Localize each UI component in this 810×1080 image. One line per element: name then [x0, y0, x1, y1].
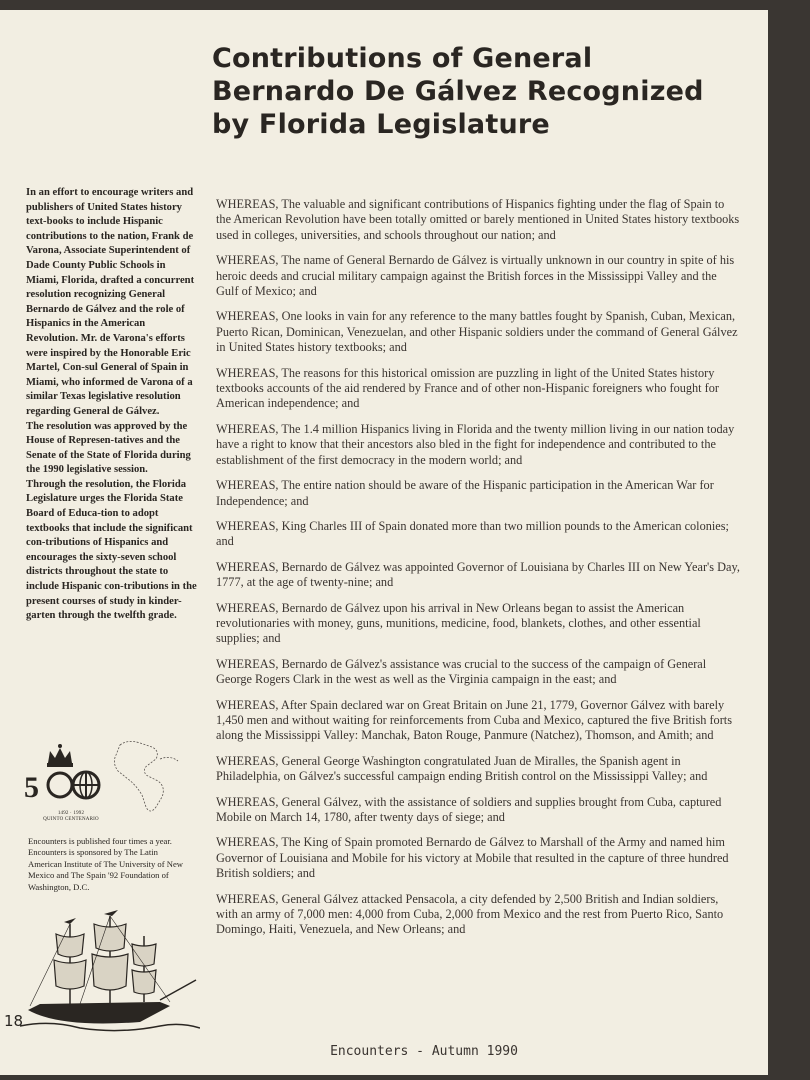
magazine-page — [0, 10, 768, 1075]
sidebar-paragraph: Through the resolution, the Florida Legislature urges the Florida State Board of Educa-tion to adopt textbooks that include the significant con-tributions of Hispanics and encourages the sixty-seven school districts throughout the state to include Hispanic con-tributions in the present courses of study in kinder-garten through the twelfth grade. — [26, 478, 197, 622]
whereas-clause: WHEREAS, King Charles III of Spain donated more than two million pounds to the American colonies; and — [216, 518, 729, 549]
sailing-ship-icon — [20, 910, 200, 1038]
sidebar-summary — [26, 186, 198, 624]
quinto-centenario-logo — [20, 735, 200, 827]
sidebar-paragraph: In an effort to encourage writers and publishers of United States history text-books to include Hispanic contributions to the nation, Frank de Varona, Associate Superintendent of Dade County Public Schools in Miami, Florida, drafted a concurrent resolution recognizing General Bernardo de Gálvez and the role of Hispanics in the American Revolution. Mr. de Varona's efforts were inspired by the Honorable Eric Martel, Con-sul General of Spain in Miami, who informed de Varona of a similar Texas legislative resolution regarding General de Gálvez. — [26, 187, 195, 417]
title-line: by Florida Legislature — [212, 109, 550, 140]
page-footer: Encounters - Autumn 1990 — [330, 1044, 518, 1059]
crown-icon — [47, 744, 73, 767]
globe-icon — [73, 772, 99, 798]
title-line: Contributions of General — [212, 43, 593, 74]
article-title — [212, 42, 752, 141]
whereas-clause: WHEREAS, The reasons for this historical omission are puzzling in light of the United States history textbooks accounts of the aid rendered by France and of other non-Hispanic foreigners who fought for American independence; and — [216, 365, 719, 411]
page-number: 18 — [4, 1012, 24, 1030]
title-line: Bernardo De Gálvez Recognized — [212, 76, 704, 107]
whereas-clause: WHEREAS, The valuable and significant contributions of Hispanics fighting under the flag of Spain to the American Revolution have been totally omitted or barely mentioned in United States history textbooks used in colleges, universities, and schools throughout our nation; and — [216, 197, 740, 242]
whereas-clause: WHEREAS, Bernardo de Gálvez's assistance was crucial to the success of the campaign of General George Rogers Clark in the west as well as the Virginia campaign in the east; and — [216, 656, 707, 687]
whereas-clause: WHEREAS, The King of Spain promoted Bernardo de Gálvez to Marshall of the Army and named him Governor of Louisiana and Mobile for his victory at Mobile that resulted in the capture of three hundred British soldiers; and — [216, 835, 729, 881]
whereas-clause: WHEREAS, After Spain declared war on Great Britain on June 21, 1779, Governor Gálvez with barely 1,450 men and without waiting for reinforcements from Cuba and Mexico, captured the five British forts along the Mississippi Valley: Manchak, Baton Rouge, Panmure (Natchez), Thomson, and Amith; and — [216, 697, 732, 743]
whereas-clause: WHEREAS, Bernardo de Gálvez upon his arrival in New Orleans began to assist the American revolutionaries with money, guns, munitions, medicine, food, blankets, clothes, and other essential supplies; and — [216, 600, 701, 646]
americas-map-icon — [114, 741, 178, 811]
whereas-clause: WHEREAS, The name of General Bernardo de Gálvez is virtually unknown in our country in spite of his heroic deeds and crucial military campaign against the British forces in the Mississippi Valley and the Gulf of Mexico; and — [216, 253, 735, 299]
sidebar-paragraph: The resolution was approved by the House of Represen-tatives and the Senate of the State of Florida during the 1990 legislative session. — [26, 420, 191, 476]
publisher-note — [28, 836, 193, 893]
publisher-paragraph: Encounters is published four times a year. Encounters is sponsored by The Latin American Institute of The University of New Mexico and The Spain '92 Foundation of Washington, D.C. — [28, 836, 183, 892]
logo-text: QUINTO CENTENARIO — [43, 817, 99, 822]
whereas-clause: WHEREAS, The entire nation should be aware of the Hispanic participation in the American War for Independence; and — [216, 478, 714, 508]
whereas-clause: WHEREAS, The 1.4 million Hispanics living in Florida and the twenty million living in our nation today have a right to know that their ancestors also bled in the fight for independence and contributed to the establishment of the first democracy in the modern world; and — [216, 421, 735, 467]
whereas-clause: WHEREAS, One looks in vain for any reference to the many battles fought by Spanish, Cuban, Mexican, Puerto Rican, Dominican, Venezuelan, and other Hispanic soldiers under the command of General Gálvez in United States history textbooks; and — [216, 309, 738, 355]
logo-caption — [26, 811, 116, 823]
svg-text:5: 5 — [24, 771, 39, 804]
logo-years: 1492 · 1992 — [57, 811, 85, 816]
whereas-clause: WHEREAS, Bernardo de Gálvez was appointed Governor of Louisiana by Charles III on New Year's Day, 1777, at the age of twenty-nine; and — [216, 559, 740, 590]
whereas-clause: WHEREAS, General George Washington congratulated Juan de Miralles, the Spanish agent in Philadelphia, on Gálvez's successful campaign ending British control on the Mississippi Valley; and — [216, 753, 708, 784]
whereas-clause: WHEREAS, General Gálvez, with the assistance of soldiers and supplies brought from Cuba, captured Mobile on March 14, 1780, after twenty days of siege; and — [216, 794, 722, 824]
whereas-clause: WHEREAS, General Gálvez attacked Pensacola, a city defended by 2,500 British and Indian soldiers, with an army of 7,000 men: 4,000 from Cuba, 2,000 from Mexico and the rest from Puerto Rico, Santo Domingo, Haiti, Venezuela, and New Orleans; and — [216, 891, 724, 937]
resolution-text — [216, 197, 740, 948]
